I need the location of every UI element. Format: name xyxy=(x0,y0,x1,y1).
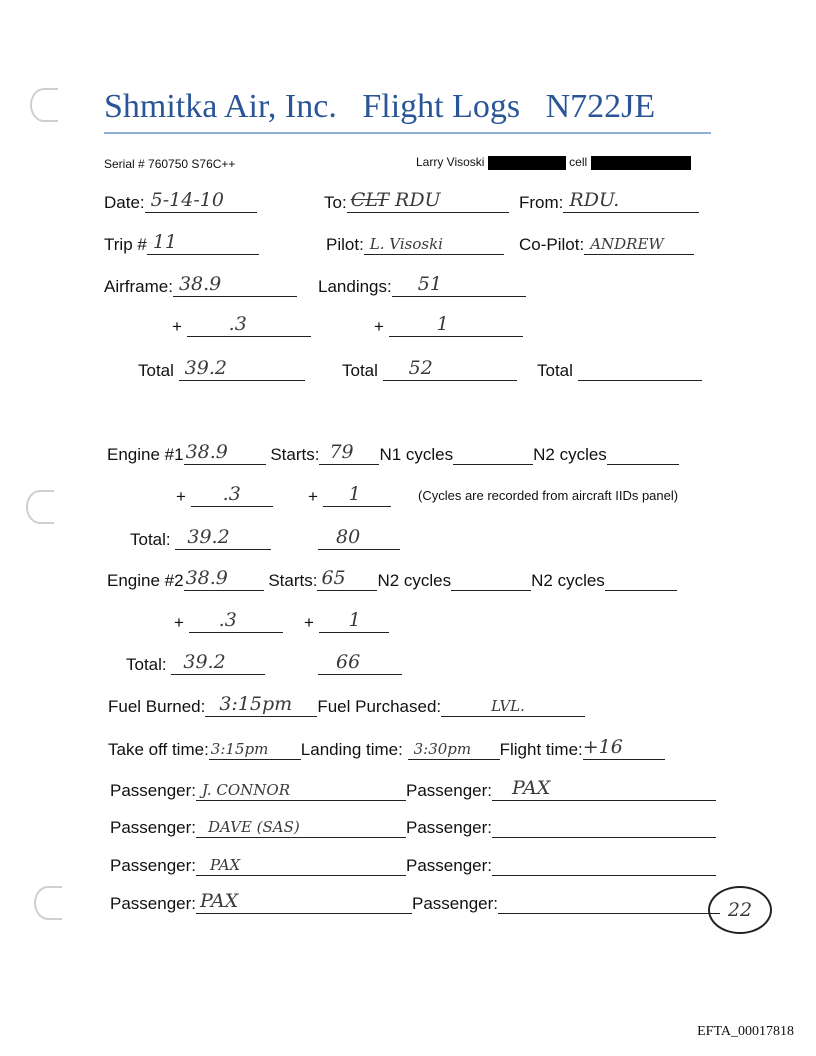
airframe-total-row xyxy=(138,358,305,381)
starts-label: Starts: xyxy=(270,445,320,464)
n1-cycles-label: N1 cycles xyxy=(379,445,454,464)
passenger-value: PAX xyxy=(210,856,241,874)
airframe-row xyxy=(104,274,297,297)
passenger-label: Passenger: xyxy=(110,781,196,800)
airframe-total-value: 39.2 xyxy=(184,357,227,379)
trip-value: 11 xyxy=(152,231,178,253)
fuel-burned-field xyxy=(205,694,317,717)
tail-number: N722JE xyxy=(545,88,656,125)
plus-sign: + xyxy=(174,613,184,632)
document-id: EFTA_00017818 xyxy=(697,1024,794,1039)
landings-add-row xyxy=(374,314,523,337)
pilot-value: L. Visoski xyxy=(369,235,443,253)
passenger-label: Passenger: xyxy=(110,818,196,837)
engine1-starts-add-value: 1 xyxy=(348,483,361,505)
copilot-row xyxy=(519,232,694,255)
binder-hole-middle xyxy=(26,490,54,524)
airframe-add-value: .3 xyxy=(228,313,247,335)
passenger-label: Passenger: xyxy=(110,894,196,913)
engine2-hours-value: 38.9 xyxy=(185,567,228,589)
passenger-value: J. CONNOR xyxy=(202,781,291,799)
engine2-starts-add-field xyxy=(319,610,389,633)
fuel-purchased-value: LVL. xyxy=(491,697,525,715)
engine1-total-value: 39.2 xyxy=(187,526,230,548)
airframe-add-row xyxy=(172,314,311,337)
landing-field xyxy=(408,737,500,760)
extra-total-row xyxy=(537,358,702,381)
pilot-field xyxy=(364,232,504,255)
engine1-starts-add-row xyxy=(308,484,391,507)
engine1-starts-value: 79 xyxy=(329,441,354,463)
engine2-total-field xyxy=(171,652,265,675)
passenger-value: DAVE (SAS) xyxy=(208,818,300,836)
pilot-label: Pilot: xyxy=(326,235,364,254)
plus-sign: + xyxy=(176,487,186,506)
plus-sign: + xyxy=(308,487,318,506)
pilot-row xyxy=(326,232,504,255)
contact-row xyxy=(416,155,691,170)
engine1-add-row xyxy=(176,484,273,507)
airframe-add-field xyxy=(187,314,311,337)
title-rule xyxy=(104,132,711,134)
airframe-label: Airframe: xyxy=(104,277,173,296)
passenger-field xyxy=(196,778,406,801)
from-row xyxy=(519,190,699,213)
from-value: RDU. xyxy=(569,189,620,211)
binder-hole-top xyxy=(30,88,58,122)
extra-total-field xyxy=(578,358,702,381)
engine1-starts-field xyxy=(319,442,379,465)
landing-label: Landing time: xyxy=(300,740,403,759)
passenger-field xyxy=(196,891,412,914)
landings-total-value: 52 xyxy=(408,357,433,379)
to-row xyxy=(324,190,509,213)
engine2-add-row xyxy=(174,610,283,633)
passenger-label: Passenger: xyxy=(110,856,196,875)
fuel-burned-value: 3:15pm xyxy=(219,693,293,715)
cell-label: cell xyxy=(569,155,588,169)
trip-row xyxy=(104,232,259,255)
passenger-value: PAX xyxy=(512,777,551,799)
fuel-purchased-field xyxy=(441,694,585,717)
flight-time-label: Flight time: xyxy=(499,740,583,759)
from-label: From: xyxy=(519,193,564,212)
landings-add-value: 1 xyxy=(436,313,449,335)
from-field xyxy=(563,190,699,213)
n2-cycles-label: N2 cycles xyxy=(531,571,605,590)
copilot-label: Co-Pilot: xyxy=(519,235,585,254)
engine1-starts-total-row xyxy=(318,527,400,550)
passenger-row-1 xyxy=(110,778,716,801)
copilot-field xyxy=(584,232,694,255)
engine1-starts-total-value: 80 xyxy=(336,526,361,548)
trip-label: Trip # xyxy=(104,235,147,254)
to-value: RDU xyxy=(395,189,441,211)
n2-cycles-label: N2 cycles xyxy=(377,571,452,590)
passenger-field xyxy=(196,815,406,838)
total-label: Total xyxy=(537,361,573,380)
date-label: Date: xyxy=(104,193,145,212)
landings-total-field xyxy=(383,358,517,381)
engine2-label: Engine #2 xyxy=(107,571,184,590)
serial-number: Serial # 760750 S76C++ xyxy=(104,157,236,171)
plus-sign: + xyxy=(304,613,314,632)
to-label: To: xyxy=(324,193,347,212)
engine1-add-field xyxy=(191,484,273,507)
engine1-row xyxy=(107,442,679,465)
date-field xyxy=(145,190,257,213)
contact-name: Larry Visoski xyxy=(416,155,485,169)
times-row xyxy=(108,737,665,760)
fuel-row xyxy=(108,694,585,717)
airframe-value: 38.9 xyxy=(178,273,222,295)
airframe-total-field xyxy=(179,358,305,381)
total-label: Total: xyxy=(130,530,171,549)
engine2-total-value: 39.2 xyxy=(183,651,226,673)
starts-label: Starts: xyxy=(268,571,318,590)
total-label: Total xyxy=(342,361,378,380)
page-number-circle: 22 xyxy=(708,886,772,934)
fuel-burned-label: Fuel Burned: xyxy=(108,697,206,716)
date-row xyxy=(104,190,257,213)
n2-cycles-field xyxy=(605,568,677,591)
redaction-bar xyxy=(591,156,691,170)
passenger-value: PAX xyxy=(200,890,239,912)
plus-sign: + xyxy=(172,317,182,336)
engine2-starts-field xyxy=(317,568,377,591)
passenger-label: Passenger: xyxy=(406,781,492,800)
passenger-row-2 xyxy=(110,815,716,838)
fuel-purchased-label: Fuel Purchased: xyxy=(317,697,442,716)
n2-cycles-label: N2 cycles xyxy=(533,445,607,464)
passenger-field xyxy=(196,853,406,876)
total-label: Total: xyxy=(126,655,167,674)
engine1-add-value: .3 xyxy=(222,483,241,505)
plus-sign: + xyxy=(374,317,384,336)
engine2-add-field xyxy=(189,610,283,633)
redaction-bar xyxy=(488,156,566,170)
total-label: Total xyxy=(138,361,174,380)
engine2-total-row xyxy=(126,652,265,675)
flight-time-value: +16 xyxy=(582,736,623,758)
engine1-total-row xyxy=(130,527,271,550)
flight-time-field xyxy=(583,737,665,760)
engine2-starts-total-row xyxy=(318,652,402,675)
binder-hole-bottom xyxy=(34,886,62,920)
landings-row xyxy=(318,274,526,297)
engine2-add-value: .3 xyxy=(218,609,237,631)
engine1-starts-total-field xyxy=(318,527,400,550)
passenger-label: Passenger: xyxy=(406,856,492,875)
passenger-field xyxy=(492,778,716,801)
engine1-total-field xyxy=(175,527,271,550)
engine1-hours-value: 38.9 xyxy=(185,441,228,463)
engine2-starts-value: 65 xyxy=(321,567,346,589)
engine2-starts-add-row xyxy=(304,610,389,633)
landings-total-row xyxy=(342,358,517,381)
engine2-starts-total-value: 66 xyxy=(336,651,361,673)
landings-label: Landings: xyxy=(318,277,392,296)
engine2-starts-add-value: 1 xyxy=(348,609,361,631)
passenger-row-4 xyxy=(110,891,720,914)
n2-cycles-field xyxy=(607,442,679,465)
airframe-field xyxy=(173,274,297,297)
passenger-field xyxy=(492,853,716,876)
passenger-label: Passenger: xyxy=(412,894,498,913)
engine2-starts-total-field xyxy=(318,652,402,675)
takeoff-label: Take off time: xyxy=(108,740,209,759)
n1-cycles-field xyxy=(453,442,533,465)
section-name: Flight Logs xyxy=(362,88,521,125)
engine2-row xyxy=(107,568,677,591)
trip-field xyxy=(147,232,259,255)
cycles-note: (Cycles are recorded from aircraft IIDs panel) xyxy=(418,488,679,503)
passenger-field xyxy=(492,815,716,838)
copilot-value: ANDREW xyxy=(590,235,664,253)
company-name: Shmitka Air, Inc. xyxy=(104,88,337,125)
n2-cycles-field xyxy=(451,568,531,591)
to-struck-value: CLT xyxy=(350,189,389,211)
engine1-starts-add-field xyxy=(323,484,391,507)
engine1-label: Engine #1 xyxy=(107,445,184,464)
to-field xyxy=(347,190,509,213)
engine2-hours-field xyxy=(184,568,264,591)
passenger-label: Passenger: xyxy=(406,818,492,837)
landings-field xyxy=(392,274,526,297)
landing-value: 3:30pm xyxy=(413,740,472,758)
passenger-row-3 xyxy=(110,853,716,876)
date-value: 5-14-10 xyxy=(150,189,224,211)
passenger-field xyxy=(498,891,720,914)
landings-add-field xyxy=(389,314,523,337)
page-title xyxy=(104,88,655,126)
engine1-hours-field xyxy=(184,442,266,465)
landings-value: 51 xyxy=(417,273,442,295)
takeoff-value: 3:15pm xyxy=(210,740,269,758)
takeoff-field xyxy=(209,737,301,760)
